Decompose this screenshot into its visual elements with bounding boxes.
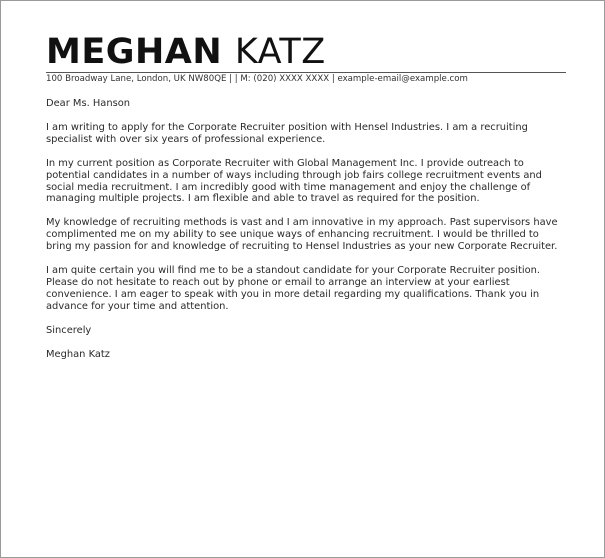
salutation: Dear Ms. Hanson [46,98,131,109]
applicant-name [46,33,566,71]
signature: Meghan Katz [46,348,110,360]
last-name: KATZ [234,32,326,72]
letter-body [46,98,566,361]
first-name: MEGHAN [46,32,223,72]
closing: Sincerely [46,324,92,336]
paragraph-3: My knowledge of recruiting methods is vast and I am innovative in my approach. Past supervisors have complimented me on my ability to see unique ways of enhancing recruitment. I would be thrilled to bring my passion for and knowledge of recruiting to Hensel Industries as your new Corporate Recruiter. [46,217,558,253]
paragraph-1: I am writing to apply for the Corporate Recruiter position with Hensel Industries. I am a recruiting specialist with over six years of professional experience. [46,121,528,145]
paragraph-2: In my current position as Corporate Recruiter with Global Management Inc. I provide outreach to potential candidates in a number of ways including through job fairs college recruitment events and social media recruitment. I am incredibly good with time management and enjoy the challenge of managing multiple projects. I am flexible and able to travel as required for the position. [46,157,542,205]
contact-line: 100 Broadway Lane, London, UK NW80QE | | M: (020) XXXX XXXX | example-email@example.com [46,72,566,85]
paragraph-4: I am quite certain you will find me to be a standout candidate for your Corporate Recruiter position. Please do not hesitate to reach out by phone or email to arrange an interview at your earliest convenience. I am eager to speak with you in more detail regarding my qualifications. Thank you in advance for your time and attention. [46,265,541,312]
letter-content [46,33,566,361]
